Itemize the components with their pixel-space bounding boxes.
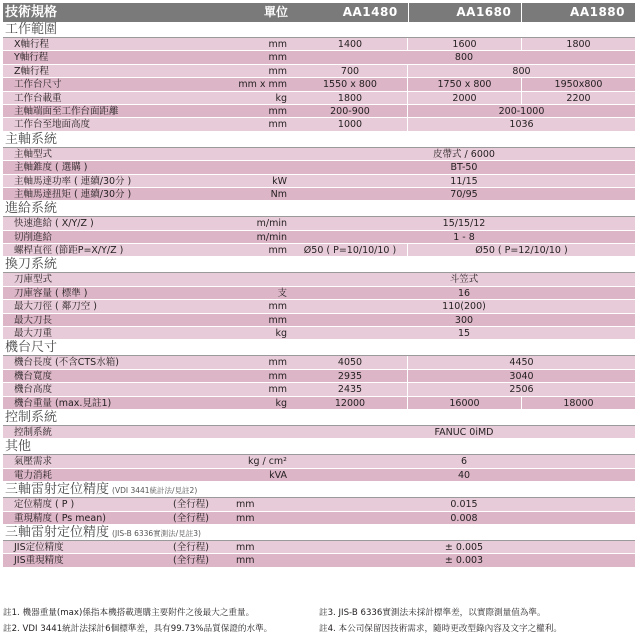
section-heading (3, 482, 635, 498)
spec-unit (203, 273, 293, 285)
model-aa1680-header: AA1680 (408, 3, 522, 22)
spec-unit: m/min (256, 231, 287, 243)
section-title: 機台尺寸 (5, 340, 58, 356)
spec-unit: mm (268, 65, 287, 77)
spec-value: 12000 (334, 397, 366, 409)
spec-label: JIS重現精度 (14, 555, 64, 567)
spec-label: 機台高度 (14, 384, 53, 396)
spec-row (3, 105, 635, 118)
spec-unit: m/min (256, 218, 287, 230)
spec-value: 斗笠式 (449, 274, 479, 286)
spec-row (3, 244, 635, 257)
spec-unit: mm (268, 105, 287, 117)
footnotes (3, 605, 635, 637)
spec-label: 主軸端面至工作台面距離 (14, 105, 119, 117)
spec-row (3, 273, 635, 286)
spec-value: 1750 x 800 (407, 78, 521, 90)
spec-label: 最大刀重 (14, 328, 53, 340)
spec-row (3, 383, 635, 396)
spec-label: 工作台載重 (14, 92, 62, 104)
spec-value: 300 (454, 314, 474, 326)
spec-label: 控制系統 (14, 426, 53, 438)
spec-value: 4450 (407, 356, 635, 368)
spec-value: 40 (457, 469, 471, 481)
spec-unit: mm (268, 370, 287, 382)
section-heading (3, 525, 635, 541)
spec-value: 1800 (521, 38, 635, 50)
spec-label: 刀庫容量 ( 標準 ) (14, 287, 88, 299)
footnote-2: 註2. VDI 3441統計法採計6個標準差，具有99.73%品質保證的水準。 (3, 624, 273, 634)
spec-value: 3040 (407, 370, 635, 382)
spec-unit: mm x mm (238, 79, 287, 91)
spec-label: 主軸馬達功率 ( 連續/30分 ) (14, 175, 132, 187)
spec-row (3, 397, 635, 410)
spec-label: 機台重量 (max.見註1) (14, 397, 112, 409)
spec-value: 2506 (407, 383, 635, 395)
spec-row (3, 188, 635, 201)
spec-unit: 支 (277, 287, 287, 299)
spec-value: ± 0.005 (444, 541, 484, 553)
spec-unit: mm (268, 384, 287, 396)
spec-row (3, 65, 635, 78)
spec-unit: mm (268, 357, 287, 369)
spec-value: 16000 (407, 397, 521, 409)
spec-value: 1 - 8 (453, 231, 475, 243)
spec-header (3, 3, 635, 22)
model-aa1480-header: AA1480 (342, 5, 398, 19)
spec-row (3, 161, 635, 174)
spec-value: FANUC 0iMD (434, 426, 494, 438)
spec-label: 工作台至地面高度 (14, 119, 91, 131)
spec-value: 2000 (407, 92, 521, 104)
section-title: 三軸雷射定位精度 (5, 524, 110, 540)
spec-row (3, 231, 635, 244)
spec-row (3, 314, 635, 327)
spec-value: 1000 (337, 119, 363, 131)
spec-unit: kW (272, 175, 287, 187)
spec-value: 800 (407, 65, 635, 77)
spec-row (3, 554, 635, 567)
spec-row (3, 455, 635, 468)
spec-value: 70/95 (450, 188, 478, 200)
spec-value: 0.015 (450, 499, 478, 511)
spec-label: 主軸型式 (14, 148, 53, 160)
spec-label: 機台長度 (不含CTS水箱) (14, 357, 119, 369)
spec-value: 2935 (337, 370, 363, 382)
spec-label: 電力消耗 (14, 469, 53, 481)
spec-row (3, 512, 635, 525)
footnote-4: 註4. 本公司保留因技術需求，隨時更改型錄內容及文字之權利。 (319, 624, 562, 634)
spec-value: 800 (454, 52, 474, 64)
spec-value: 1400 (337, 39, 363, 50)
spec-value: 110(200) (442, 301, 486, 313)
spec-row (3, 148, 635, 161)
spec-label: 氣壓需求 (14, 456, 53, 468)
section-title: 換刀系統 (5, 257, 58, 273)
spec-label: 切削進給 (14, 231, 53, 243)
spec-body (3, 22, 635, 568)
spec-label: 主軸錐度 ( 選購 ) (14, 162, 88, 174)
spec-unit: mm (236, 499, 255, 511)
spec-value: 皮帶式 / 6000 (433, 148, 495, 160)
footnote-3: 註3. JIS-B 6336實測法未採計標準差，以實際測量值為準。 (319, 608, 546, 618)
spec-value: 1036 (407, 118, 635, 130)
spec-unit: mm (268, 119, 287, 131)
spec-value: 700 (340, 65, 360, 77)
spec-label: 快速進給 ( X/Y/Z ) (14, 218, 94, 230)
section-title: 工作範圍 (5, 22, 58, 37)
spec-unit: kVA (269, 469, 287, 481)
spec-unit (203, 426, 293, 438)
spec-label: X軸行程 (14, 39, 50, 50)
unit-column-header: 單位 (264, 5, 289, 19)
spec-unit: mm (236, 541, 255, 553)
spec-value: ± 0.003 (444, 555, 484, 567)
section-subtitle: (JIS-B 6336實測法/見註3) (112, 528, 201, 538)
spec-value: 15 (457, 328, 471, 340)
section-title: 進給系統 (5, 201, 58, 217)
section-heading (3, 439, 635, 455)
spec-value: 200-900 (330, 105, 370, 117)
section-heading (3, 340, 635, 356)
spec-value: 0.008 (450, 512, 478, 524)
spec-unit: mm (268, 245, 287, 257)
spec-qualifier: (全行程) (173, 499, 209, 511)
spec-row (3, 370, 635, 383)
section-heading (3, 257, 635, 273)
spec-value: 11/15 (450, 175, 478, 187)
spec-value: 1800 (337, 92, 363, 104)
spec-unit: mm (236, 512, 255, 524)
section-title: 控制系統 (5, 409, 58, 425)
section-heading (3, 201, 635, 217)
spec-label: 刀庫型式 (14, 274, 53, 286)
spec-unit: kg / cm² (247, 456, 287, 468)
spec-unit: kg (275, 397, 287, 409)
spec-label: 主軸馬達扭矩 ( 連續/30分 ) (14, 188, 132, 200)
spec-label: 定位精度 ( P ) (14, 499, 75, 511)
spec-label: Y軸行程 (14, 52, 49, 64)
spec-row (3, 498, 635, 511)
spec-unit: mm (268, 52, 287, 64)
section-title: 三軸雷射定位精度 (5, 482, 110, 498)
spec-row (3, 300, 635, 313)
spec-sheet (3, 3, 635, 568)
section-heading (3, 410, 635, 426)
spec-title: 技術規格 (5, 5, 58, 20)
spec-row (3, 38, 635, 51)
spec-unit: mm (268, 314, 287, 326)
spec-qualifier: (全行程) (173, 555, 209, 567)
spec-label: 工作台尺寸 (14, 79, 62, 91)
spec-value: 6 (460, 456, 468, 468)
spec-unit: mm (236, 555, 255, 567)
spec-row (3, 469, 635, 482)
spec-row (3, 175, 635, 188)
spec-label: 螺桿直徑 (節距P=X/Y/Z ) (14, 245, 124, 257)
spec-row (3, 51, 635, 64)
spec-row (3, 118, 635, 131)
spec-label: JIS定位精度 (14, 541, 64, 553)
spec-value: 1550 x 800 (323, 79, 377, 91)
spec-value: 15/15/12 (442, 218, 486, 230)
spec-value: 2435 (337, 384, 363, 396)
section-heading (3, 132, 635, 148)
spec-label: Z軸行程 (14, 65, 50, 77)
footnote-1: 註1. 機器重量(max)係指本機搭載選購主要附件之後最大之重量。 (3, 608, 255, 618)
spec-row (3, 78, 635, 91)
model-aa1880-header: AA1880 (521, 3, 635, 22)
spec-unit (203, 161, 293, 173)
spec-unit (203, 148, 293, 160)
section-subtitle: (VDI 3441統計法/見註2) (112, 486, 198, 496)
section-title: 其他 (5, 439, 32, 455)
spec-value: 4050 (337, 357, 363, 369)
spec-value: Ø50 ( P=10/10/10 ) (303, 245, 397, 257)
spec-unit: mm (268, 39, 287, 50)
spec-row (3, 327, 635, 340)
spec-value: 2200 (521, 92, 635, 104)
spec-unit: kg (275, 328, 287, 340)
spec-value: 18000 (521, 397, 635, 409)
spec-row (3, 287, 635, 300)
spec-qualifier: (全行程) (173, 512, 209, 524)
spec-row (3, 92, 635, 105)
spec-row (3, 217, 635, 230)
spec-value: 1950x800 (521, 78, 635, 90)
spec-label: 最大刀長 (14, 314, 53, 326)
spec-value: 200-1000 (407, 105, 635, 117)
spec-label: 重現精度 ( Ps mean) (14, 512, 106, 524)
spec-unit: Nm (270, 188, 287, 200)
section-heading (3, 22, 635, 38)
spec-value: 1600 (407, 38, 521, 50)
spec-row (3, 426, 635, 439)
section-title: 主軸系統 (5, 131, 58, 147)
spec-value: BT-50 (450, 162, 478, 174)
spec-value: Ø50 ( P=12/10/10 ) (407, 244, 635, 256)
spec-unit: mm (268, 301, 287, 313)
spec-unit: kg (275, 92, 287, 104)
spec-row (3, 541, 635, 554)
spec-qualifier: (全行程) (173, 541, 209, 553)
spec-row (3, 356, 635, 369)
spec-label: 機台寬度 (14, 370, 53, 382)
spec-value: 16 (457, 287, 471, 299)
spec-label: 最大刀徑 ( 鄰刀空 ) (14, 301, 97, 313)
